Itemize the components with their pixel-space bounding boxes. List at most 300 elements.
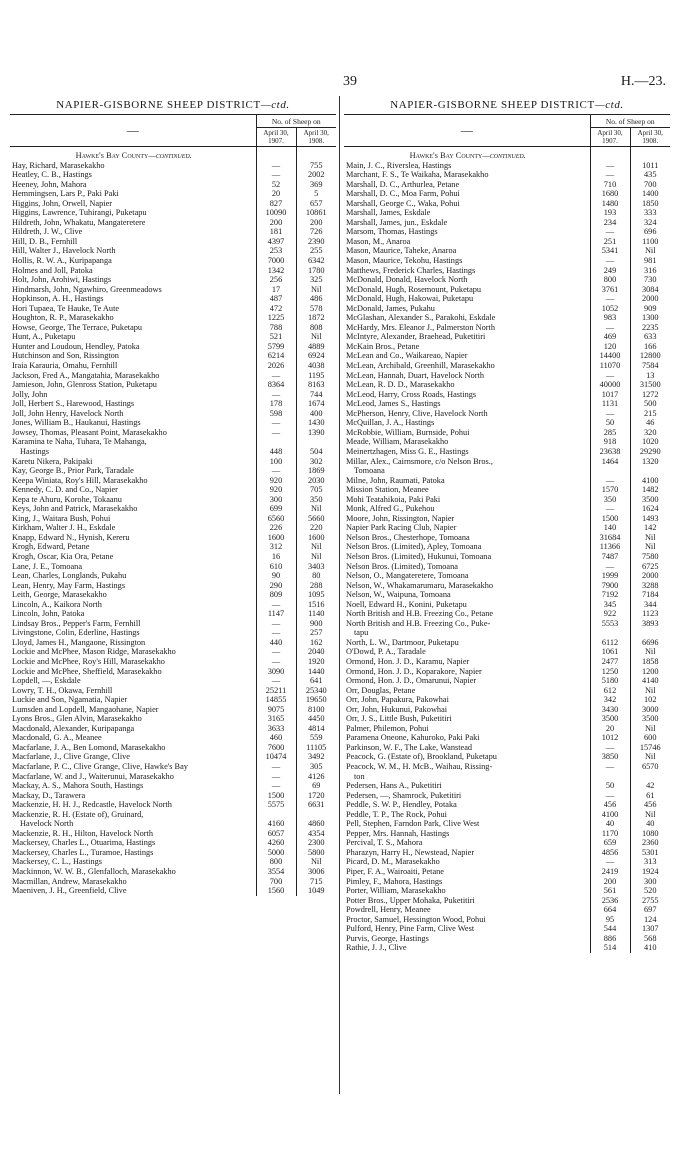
sheep-1908: 2040 <box>296 647 336 657</box>
owner-name: Livingstone, Colin, Ederline, Hastings <box>12 628 140 638</box>
sheep-1907: 200 <box>256 218 296 228</box>
table-row <box>344 323 670 333</box>
owner-name: Lindsay Bros., Pepper's Farm, Fernhill <box>12 618 141 628</box>
sheep-1907: 659 <box>590 838 630 848</box>
sheep-1908: 1780 <box>296 266 336 276</box>
sheep-1908: 61 <box>630 791 670 801</box>
table-row <box>10 332 336 342</box>
table-row <box>10 495 336 505</box>
owner-name: Joll, John Henry, Havelock North <box>12 408 124 418</box>
sheep-1907: 120 <box>590 342 630 352</box>
sheep-1907: — <box>256 762 296 772</box>
table-row <box>344 237 670 247</box>
sheep-1907: 448 <box>256 447 296 457</box>
table-row <box>344 485 670 495</box>
sheep-1907: — <box>590 371 630 381</box>
owner-name: Marshall, James, jun., Eskdale <box>346 217 448 227</box>
owner-name: Mackenzie, R. H., Hilton, Havelock North <box>12 828 154 838</box>
sheep-1907: 3554 <box>256 867 296 877</box>
sheep-1907: — <box>590 323 630 333</box>
sheep-1908: 1272 <box>630 390 670 400</box>
owner-name: Mackay, A. S., Mahora South, Hastings <box>12 781 144 791</box>
sheep-1907: 4856 <box>590 848 630 858</box>
table-row <box>10 571 336 581</box>
owner-name: Higgins, Lawrence, Tuhirangi, Puketapu <box>12 208 147 218</box>
sheep-1907: 7487 <box>590 552 630 562</box>
sheep-1907: 1570 <box>590 485 630 495</box>
table-row <box>344 170 670 180</box>
owner-name: Macdonald, G. A., Meanee <box>12 733 102 743</box>
owner-name: Peddle, T. P., The Rock, Pohui <box>346 809 447 819</box>
sheep-1907: 25211 <box>256 686 296 696</box>
sheep-1908: 4860 <box>296 819 336 829</box>
table-row <box>344 752 670 762</box>
owner-name: Macfarlane, J., Clive Grange, Clive <box>12 752 130 762</box>
sheep-1908 <box>296 437 336 447</box>
owner-name: Jolly, John <box>12 389 48 399</box>
owner-name: Mackenzie, R. H. (Estate of), Gruinard, <box>12 809 144 819</box>
sheep-1907: — <box>256 600 296 610</box>
sheep-1907: 4100 <box>590 810 630 820</box>
owner-name: Holt, John, Arohiwi, Hastings <box>12 275 112 285</box>
table-row <box>344 877 670 887</box>
owner-name: Higgins, John, Orwell, Napier <box>12 198 113 208</box>
table-row <box>344 256 670 266</box>
owner-name: Porter, William, Marasekakho <box>346 886 446 896</box>
owner-column-header: — <box>10 115 256 147</box>
sheep-1908: Nil <box>630 686 670 696</box>
owner-name: Picard, D. M., Marasekakho <box>346 857 440 867</box>
sheep-1907: 3500 <box>590 714 630 724</box>
sheep-1907: 456 <box>590 800 630 810</box>
sheep-1907: 17 <box>256 285 296 295</box>
sheep-1908: 700 <box>630 180 670 190</box>
owner-name: Hemmingsen, Lars P., Paki Paki <box>12 189 119 199</box>
owner-name: Marshall, D. C., Moa Farm, Pohui <box>346 189 460 199</box>
owner-name: McDonald, Donald, Havelock North <box>346 275 468 285</box>
owner-name: Nelson, W., Whakamarumaru, Marasekakho <box>346 580 494 590</box>
owner-name: Lloyd, James H., Mangaone, Rissington <box>12 637 146 647</box>
owner-name: Kennedy, C. D. and Co., Napier <box>12 485 118 495</box>
sheep-1907: — <box>590 562 630 572</box>
table-row <box>344 686 670 696</box>
owner-name: Hunter and Loudoun, Hendley, Patoka <box>12 341 140 351</box>
table-row <box>10 714 336 724</box>
owner-name: Iraia Karauria, Omahu, Fernhill <box>12 361 118 371</box>
owner-name: Kirkham, Walter J. H., Eskdale <box>12 523 116 533</box>
owner-name: Heatley, C. B., Hastings <box>12 170 92 180</box>
sheep-1908: 3492 <box>296 752 336 762</box>
owner-name: McDonald, Hugh, Rosemount, Puketapu <box>346 284 482 294</box>
sheep-1908: 6631 <box>296 800 336 810</box>
sheep-1908: 12800 <box>630 351 670 361</box>
sheep-1908: 4038 <box>296 361 336 371</box>
sheep-1907: 50 <box>590 418 630 428</box>
sheep-1908: 2000 <box>630 571 670 581</box>
owner-name: Peacock, G. (Estate of), Brookland, Puketapu <box>346 752 497 762</box>
owner-name: Mackersey, Charles L., Turamoe, Hastings <box>12 847 154 857</box>
sheep-1908: 257 <box>296 628 336 638</box>
sheep-1907: — <box>590 857 630 867</box>
sheep-1908: 486 <box>296 294 336 304</box>
sheep-1908: 2390 <box>296 237 336 247</box>
sheep-1907: 300 <box>256 495 296 505</box>
table-row <box>344 638 670 648</box>
sheep-1908: 369 <box>296 180 336 190</box>
table-row <box>344 772 670 782</box>
owner-name: Lincoln, A., Kaikora North <box>12 599 102 609</box>
owner-name: Monk, Alfred G., Pukehou <box>346 504 435 514</box>
sheep-1907: 1061 <box>590 647 630 657</box>
owner-name: Lane, J. E., Tomoana <box>12 561 83 571</box>
owner-name: Ormond, Hon. J. D., Karamu, Napier <box>346 656 470 666</box>
owner-name: Jones, William B., Haukanui, Hastings <box>12 418 141 428</box>
owner-name: Rathie, J. J., Clive <box>346 943 407 953</box>
owner-name: Jamieson, John, Glenross Station, Puketapu <box>12 380 157 390</box>
sheep-1907: 699 <box>256 504 296 514</box>
sheep-1908: 31500 <box>630 380 670 390</box>
table-row <box>10 552 336 562</box>
sheep-1907: 1600 <box>256 533 296 543</box>
table-row <box>10 542 336 552</box>
owner-name: Potter Bros., Upper Mohaka, Puketitiri <box>346 895 475 905</box>
owner-name: Pimley, F., Mahora, Hastings <box>346 876 443 886</box>
sheep-1908: 1674 <box>296 399 336 409</box>
owner-name: Knapp, Edward N., Hynish, Kereru <box>12 532 130 542</box>
sheep-1907: 3165 <box>256 714 296 724</box>
sheep-1908: 726 <box>296 227 336 237</box>
table-row <box>344 437 670 447</box>
owner-name: Mackersey, Charles L., Otuarima, Hastings <box>12 838 156 848</box>
sheep-1907: 14400 <box>590 351 630 361</box>
table-row <box>10 619 336 629</box>
sheep-1907: 918 <box>590 437 630 447</box>
sheep-1907: 23638 <box>590 447 630 457</box>
sheep-1908: 5660 <box>296 514 336 524</box>
sheep-1908: 40 <box>630 819 670 829</box>
sheep-1907: 11070 <box>590 361 630 371</box>
owner-name: Nelson Bros. (Limited), Hukunui, Tomoana <box>346 551 492 561</box>
table-row <box>344 819 670 829</box>
owner-name: Piper, F. A., Wairoaiti, Petane <box>346 867 444 877</box>
table-row <box>10 351 336 361</box>
owner-name: North British and H.B. Freezing Co., Puke- <box>346 618 491 628</box>
owner-name: Pulford, Henry, Pine Farm, Clive West <box>346 924 475 934</box>
sheep-1907: 664 <box>590 905 630 915</box>
sheep-1908: 755 <box>296 161 336 171</box>
sheep-1908: 305 <box>296 762 336 772</box>
sheep-1908 <box>630 466 670 476</box>
sheep-1908: 7184 <box>630 590 670 600</box>
sheep-1908: 1516 <box>296 600 336 610</box>
owner-name: Peacock, W. M., H. McB., Waihau, Rissing- <box>346 762 493 771</box>
sheep-1907: — <box>590 170 630 180</box>
table-row <box>10 772 336 782</box>
sheep-1907: 7192 <box>590 590 630 600</box>
sheep-1907: 200 <box>590 877 630 887</box>
sheep-1907: 612 <box>590 686 630 696</box>
owner-name: McKain Bros., Petane <box>346 341 420 351</box>
sheep-1907: 1017 <box>590 390 630 400</box>
sheep-1908: 166 <box>630 342 670 352</box>
owner-name: Hill, Walter J., Havelock North <box>12 246 116 256</box>
owner-name: Hay, Richard, Marasekakho <box>12 160 105 170</box>
county-subheading: Hawke's Bay County—continued. <box>75 151 192 160</box>
sheep-1908: 4140 <box>630 676 670 686</box>
sheep-1908: 320 <box>630 428 670 438</box>
owner-name: Mohi Teatahikoia, Paki Paki <box>346 494 441 504</box>
sheep-1908: Nil <box>296 542 336 552</box>
table-row <box>344 600 670 610</box>
sheep-1907: 544 <box>590 924 630 934</box>
sheep-1908: Nil <box>630 533 670 543</box>
sheep-1907: 800 <box>590 275 630 285</box>
owner-name: McLean, Archibald, Greenhill, Marasekakho <box>346 361 495 371</box>
table-row <box>344 647 670 657</box>
sheep-1908: 6696 <box>630 638 670 648</box>
sheep-1908: 3403 <box>296 562 336 572</box>
owner-name: Nelson Bros. (Limited), Tomoana <box>346 561 458 571</box>
sheep-1908: 1482 <box>630 485 670 495</box>
sheep-1907: — <box>256 428 296 438</box>
sheep-1907: 251 <box>590 237 630 247</box>
owner-name: Hindmarsh, John, Ngawhiro, Greenmeadows <box>12 284 162 294</box>
owner-name: Maeniven, J. H., Greenfield, Clive <box>12 886 127 896</box>
sheep-1908: 220 <box>296 523 336 533</box>
owner-name: Pedersen, —, Shamrock, Puketitiri <box>346 790 462 800</box>
sheep-1907: 5575 <box>256 800 296 810</box>
sheep-1908: 29290 <box>630 447 670 457</box>
sheep-1908: 2002 <box>296 170 336 180</box>
table-row <box>344 628 670 638</box>
sheep-1907: 1480 <box>590 199 630 209</box>
sheep-1908: 324 <box>630 218 670 228</box>
sheep-1908: 4100 <box>630 476 670 486</box>
sheep-1907: 5799 <box>256 342 296 352</box>
owner-name: Macdonald, Alexander, Kuripapanga <box>12 723 135 733</box>
sheep-1907: 440 <box>256 638 296 648</box>
sheep-1908: 316 <box>630 266 670 276</box>
sheep-1908: 8163 <box>296 380 336 390</box>
sheep-1908: 1624 <box>630 504 670 514</box>
sheep-1907: 5553 <box>590 619 630 629</box>
sheep-1907: 886 <box>590 934 630 944</box>
table-row <box>344 714 670 724</box>
sheep-table <box>10 114 336 896</box>
owner-name: Mason, M., Anaroa <box>346 236 411 246</box>
table-row <box>10 590 336 600</box>
sheep-1907: 90 <box>256 571 296 581</box>
column-heading: NAPIER-GISBORNE SHEEP DISTRICT—ctd. <box>56 99 290 111</box>
sheep-1908: 1920 <box>296 657 336 667</box>
sheep-1907: — <box>590 161 630 171</box>
sheep-1908: 6342 <box>296 256 336 266</box>
sheep-1908: 2300 <box>296 838 336 848</box>
table-row <box>10 877 336 887</box>
owner-name: Purvis, George, Hastings <box>346 933 429 943</box>
sheep-1908: 500 <box>630 399 670 409</box>
sheep-1907: 5341 <box>590 246 630 256</box>
sheep-1907: — <box>256 371 296 381</box>
owner-name: Lockie and McPhee, Roy's Hill, Marasekakho <box>12 656 165 666</box>
sheep-1907: 52 <box>256 180 296 190</box>
table-row <box>344 313 670 323</box>
sheep-1907: 809 <box>256 590 296 600</box>
table-row <box>344 199 670 209</box>
table-row <box>10 237 336 247</box>
owner-name: McDonald, James, Pukahu <box>346 303 435 313</box>
sheep-1908: 1095 <box>296 590 336 600</box>
owner-name: Pedersen, Hans A., Puketitiri <box>346 781 442 791</box>
table-row <box>10 562 336 572</box>
sheep-1908: 1300 <box>630 313 670 323</box>
owner-name: Marchant, F. S., Te Waikaha, Marasekakho <box>346 170 489 180</box>
sheep-1908: 19650 <box>296 695 336 705</box>
county-subheading: Hawke's Bay County—continued. <box>409 151 526 160</box>
owner-name: Meinertzhagen, Miss G. E., Hastings <box>346 446 469 456</box>
sheep-1908: Nil <box>630 810 670 820</box>
sheep-1908: 744 <box>296 390 336 400</box>
owner-name: Napier Park Racing Club, Napier <box>346 523 457 533</box>
sheep-1907: 2536 <box>590 896 630 906</box>
sheep-1907: 6214 <box>256 351 296 361</box>
owner-name: Lyons Bros., Glen Alvin, Marasekakho <box>12 714 142 724</box>
table-row <box>10 695 336 705</box>
sheep-1907: 1250 <box>590 667 630 677</box>
owner-name: Karetu Nikera, Pakipaki <box>12 456 93 466</box>
owner-name: Jowsey, Thomas, Pleasant Point, Marasekakho <box>12 427 167 437</box>
sheep-1908: 3500 <box>630 714 670 724</box>
table-row <box>344 581 670 591</box>
sheep-1907: — <box>256 619 296 629</box>
table-row <box>344 943 670 953</box>
table-row <box>10 504 336 514</box>
table-row <box>344 791 670 801</box>
owner-name: Hopkinson, A. H., Hastings <box>12 294 104 304</box>
sheep-1907: 100 <box>256 457 296 467</box>
table-row <box>344 886 670 896</box>
sheep-1907: 8364 <box>256 380 296 390</box>
sheep-1908: 215 <box>630 409 670 419</box>
table-row <box>10 762 336 772</box>
owner-name: Mason, Maurice, Tekohu, Hastings <box>346 256 463 266</box>
sheep-1907: — <box>256 781 296 791</box>
owner-name: O'Dowd, P. A., Taradale <box>346 647 426 657</box>
sheep-1908: 1100 <box>630 237 670 247</box>
sheep-1908: 504 <box>296 447 336 457</box>
owner-name: Luckie and Son, Ngamatia, Napier <box>12 695 128 705</box>
table-row <box>10 867 336 877</box>
sheep-1908: 10861 <box>296 208 336 218</box>
table-row <box>344 800 670 810</box>
sheep-1907: 4160 <box>256 819 296 829</box>
sheep-1908: 1200 <box>630 667 670 677</box>
owner-name: Nelson Bros. (Limited), Apley, Tomoana <box>346 542 482 552</box>
owner-name: Lincoln, John, Patoka <box>12 609 85 619</box>
table-row <box>10 781 336 791</box>
owner-name: Hori Tupaea, Te Hauke, Te Aute <box>12 303 120 313</box>
sheep-1908: 162 <box>296 638 336 648</box>
owner-name: Krogh, Oscar, Kia Ora, Petane <box>12 551 114 561</box>
sheep-1908: 5800 <box>296 848 336 858</box>
table-row <box>10 857 336 867</box>
owner-name: Millar, Alex., Cairnsmore, c/o Nelson Bros., <box>346 456 493 466</box>
sheep-1907: 710 <box>590 180 630 190</box>
table-row <box>344 743 670 753</box>
table-row <box>10 342 336 352</box>
table-row <box>10 733 336 743</box>
sheep-1907: 3850 <box>590 752 630 762</box>
owner-name: Lean, Henry, May Farm, Hastings <box>12 580 126 590</box>
owner-name: McLeod, James S., Hastings <box>346 399 441 409</box>
owner-name: Matthews, Frederick Charles, Hastings <box>346 265 476 275</box>
table-row <box>10 457 336 467</box>
table-row <box>10 199 336 209</box>
owner-name: Main, J. C., Riverslea, Hastings <box>346 160 452 170</box>
sheep-1907: 1052 <box>590 304 630 314</box>
page-code: H.—23. <box>620 74 666 89</box>
sheep-1908: 730 <box>630 275 670 285</box>
sheep-1908: 657 <box>296 199 336 209</box>
owner-name: McLean, Hannah, Duart, Havelock North <box>346 370 485 380</box>
sheep-1908: Nil <box>630 246 670 256</box>
right-column <box>344 96 670 953</box>
sheep-1908: 641 <box>296 676 336 686</box>
sheep-1907: — <box>256 676 296 686</box>
table-row <box>10 294 336 304</box>
table-row <box>344 705 670 715</box>
owner-name: Parkinson, W. F., The Lake, Wanstead <box>346 742 473 752</box>
table-row <box>344 351 670 361</box>
sheep-1907: 920 <box>256 476 296 486</box>
sheep-1908: Nil <box>630 724 670 734</box>
year-1907-header: April 30, 1907. <box>256 128 296 147</box>
sheep-1907: 487 <box>256 294 296 304</box>
table-row <box>10 399 336 409</box>
owner-name: Ormond, Hon. J. D., Omarunui, Napier <box>346 676 477 686</box>
owner-name: Hastings <box>20 446 50 456</box>
table-row <box>10 437 336 447</box>
sheep-1907: 7600 <box>256 743 296 753</box>
column-divider <box>339 96 340 1094</box>
table-row <box>10 380 336 390</box>
owner-name: Macfarlane, W. and J., Waiterunui, Marasekakho <box>12 771 174 781</box>
table-row <box>10 256 336 266</box>
table-row <box>344 342 670 352</box>
sheep-1908: Nil <box>296 857 336 867</box>
table-row <box>344 380 670 390</box>
table-row <box>10 800 336 810</box>
sheep-1907: 3090 <box>256 667 296 677</box>
sheep-1908: 325 <box>296 275 336 285</box>
sheep-1908: 715 <box>296 877 336 887</box>
table-row <box>10 161 336 171</box>
table-row <box>10 189 336 199</box>
sheep-1907: 983 <box>590 313 630 323</box>
table-row <box>10 533 336 543</box>
table-row <box>10 600 336 610</box>
table-row <box>344 361 670 371</box>
sheep-1907 <box>256 437 296 447</box>
sheep-1908 <box>296 810 336 820</box>
sheep-1907: 788 <box>256 323 296 333</box>
sheep-1907: 6560 <box>256 514 296 524</box>
sheep-1907: 3633 <box>256 724 296 734</box>
owner-name: Mackinnon, W. W. B., Glenfalloch, Marasekakho <box>12 867 176 877</box>
owner-name: Holmes and Joll, Patoka <box>12 265 93 275</box>
owner-name: Paramena Oneone, Kahuroko, Paki Paki <box>346 733 480 743</box>
sheep-1907: 1131 <box>590 399 630 409</box>
